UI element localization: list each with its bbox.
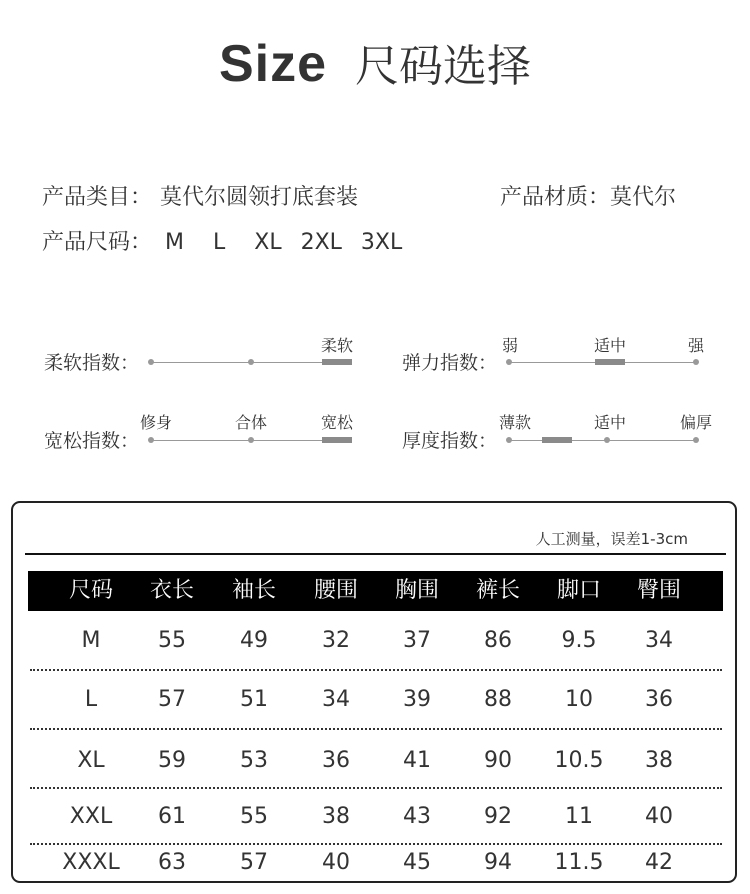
measure-cell: 34 — [322, 687, 350, 712]
scale-line — [509, 440, 697, 441]
size-cell: XL — [77, 748, 105, 773]
title-en: Size — [218, 35, 328, 93]
category-label: 产品类目： — [42, 185, 153, 210]
measure-cell: 59 — [158, 748, 186, 773]
measure-cell: 40 — [322, 850, 350, 875]
table-header — [28, 571, 723, 611]
measure-cell: 11 — [565, 804, 593, 829]
measure-cell: 49 — [240, 628, 268, 653]
scale-tick-label: 强 — [687, 336, 705, 355]
scale-label: 柔软指数： — [44, 352, 140, 374]
column-header: 袖长 — [231, 578, 276, 603]
column-header: 尺码 — [68, 578, 113, 603]
measure-cell: 39 — [403, 687, 431, 712]
scale-marker — [322, 359, 352, 365]
scale-tick-label: 弱 — [501, 336, 519, 355]
measure-cell: 94 — [484, 850, 512, 875]
scale-tick-label: 柔软 — [320, 336, 354, 355]
scale-dot — [148, 359, 154, 365]
measure-cell: 43 — [403, 804, 431, 829]
measure-cell: 45 — [403, 850, 431, 875]
measure-cell: 36 — [322, 748, 350, 773]
measure-cell: 51 — [240, 687, 268, 712]
measure-cell: 38 — [645, 748, 673, 773]
material-value: 莫代尔 — [610, 185, 677, 210]
scale-dot — [506, 359, 512, 365]
scale-tick-label: 宽松 — [320, 413, 354, 432]
scale-dot — [248, 359, 254, 365]
measure-cell: 90 — [484, 748, 512, 773]
measure-cell: 42 — [645, 850, 673, 875]
measure-cell: 61 — [158, 804, 186, 829]
scale-dot — [148, 437, 154, 443]
scale-tick-label: 适中 — [593, 336, 627, 355]
row-separator — [30, 669, 722, 671]
scale-tick-label: 修身 — [139, 413, 173, 432]
scale-tick-label: 适中 — [593, 413, 627, 432]
size-row — [42, 225, 424, 256]
scale-tick-label: 合体 — [234, 413, 268, 432]
scale-dot — [693, 437, 699, 443]
measure-cell: 53 — [240, 748, 268, 773]
measure-cell: 34 — [645, 628, 673, 653]
measurement-note: 人工测量，误差1-3cm — [535, 530, 688, 548]
size-option: M — [165, 230, 184, 255]
scale-dot — [604, 437, 610, 443]
measure-cell: 10.5 — [554, 748, 604, 773]
measure-cell: 55 — [240, 804, 268, 829]
measure-cell: 11.5 — [554, 850, 604, 875]
measure-cell: 88 — [484, 687, 512, 712]
scale-tick-label: 偏厚 — [679, 413, 713, 432]
measure-cell: 57 — [158, 687, 186, 712]
size-label: 产品尺码： — [42, 230, 153, 255]
scale-dot — [693, 359, 699, 365]
material-row — [500, 180, 676, 211]
scale-tick-label: 薄款 — [498, 413, 532, 432]
scale-label: 宽松指数： — [44, 430, 140, 452]
page-title — [0, 30, 750, 94]
measure-cell: 37 — [403, 628, 431, 653]
size-cell: XXXL — [62, 850, 120, 875]
scale-marker — [595, 359, 625, 365]
scale-marker — [322, 437, 352, 443]
measure-cell: 40 — [645, 804, 673, 829]
category-value: 莫代尔圆领打底套装 — [160, 185, 359, 210]
scale-label: 弹力指数： — [402, 352, 498, 374]
column-header: 脚口 — [556, 578, 601, 603]
size-option: L — [213, 230, 226, 255]
scale-dot — [248, 437, 254, 443]
column-header: 腰围 — [313, 578, 358, 603]
column-header: 裤长 — [475, 578, 520, 603]
measure-cell: 86 — [484, 628, 512, 653]
measure-cell: 63 — [158, 850, 186, 875]
measure-cell: 57 — [240, 850, 268, 875]
measure-cell: 38 — [322, 804, 350, 829]
measure-cell: 55 — [158, 628, 186, 653]
title-cn: 尺码选择 — [355, 41, 532, 92]
size-cell: XXL — [69, 804, 113, 829]
column-header: 胸围 — [394, 578, 439, 603]
measure-cell: 92 — [484, 804, 512, 829]
column-header: 衣长 — [149, 578, 194, 603]
measure-cell: 10 — [565, 687, 593, 712]
scale-marker — [542, 437, 572, 443]
column-header: 臀围 — [636, 578, 681, 603]
scale-dot — [506, 437, 512, 443]
row-separator — [30, 843, 722, 845]
size-option: XL — [254, 230, 282, 255]
scale-label: 厚度指数： — [402, 430, 498, 452]
size-option: 2XL — [300, 230, 342, 255]
divider — [25, 553, 726, 555]
material-label: 产品材质： — [500, 185, 611, 210]
measure-cell: 9.5 — [561, 628, 597, 653]
size-cell: L — [84, 687, 98, 712]
row-separator — [30, 787, 722, 789]
size-option: 3XL — [360, 230, 403, 255]
measure-cell: 32 — [322, 628, 350, 653]
row-separator — [30, 728, 722, 730]
measure-cell: 41 — [403, 748, 431, 773]
category-row — [42, 180, 358, 211]
size-cell: M — [81, 628, 101, 653]
measure-cell: 36 — [645, 687, 673, 712]
